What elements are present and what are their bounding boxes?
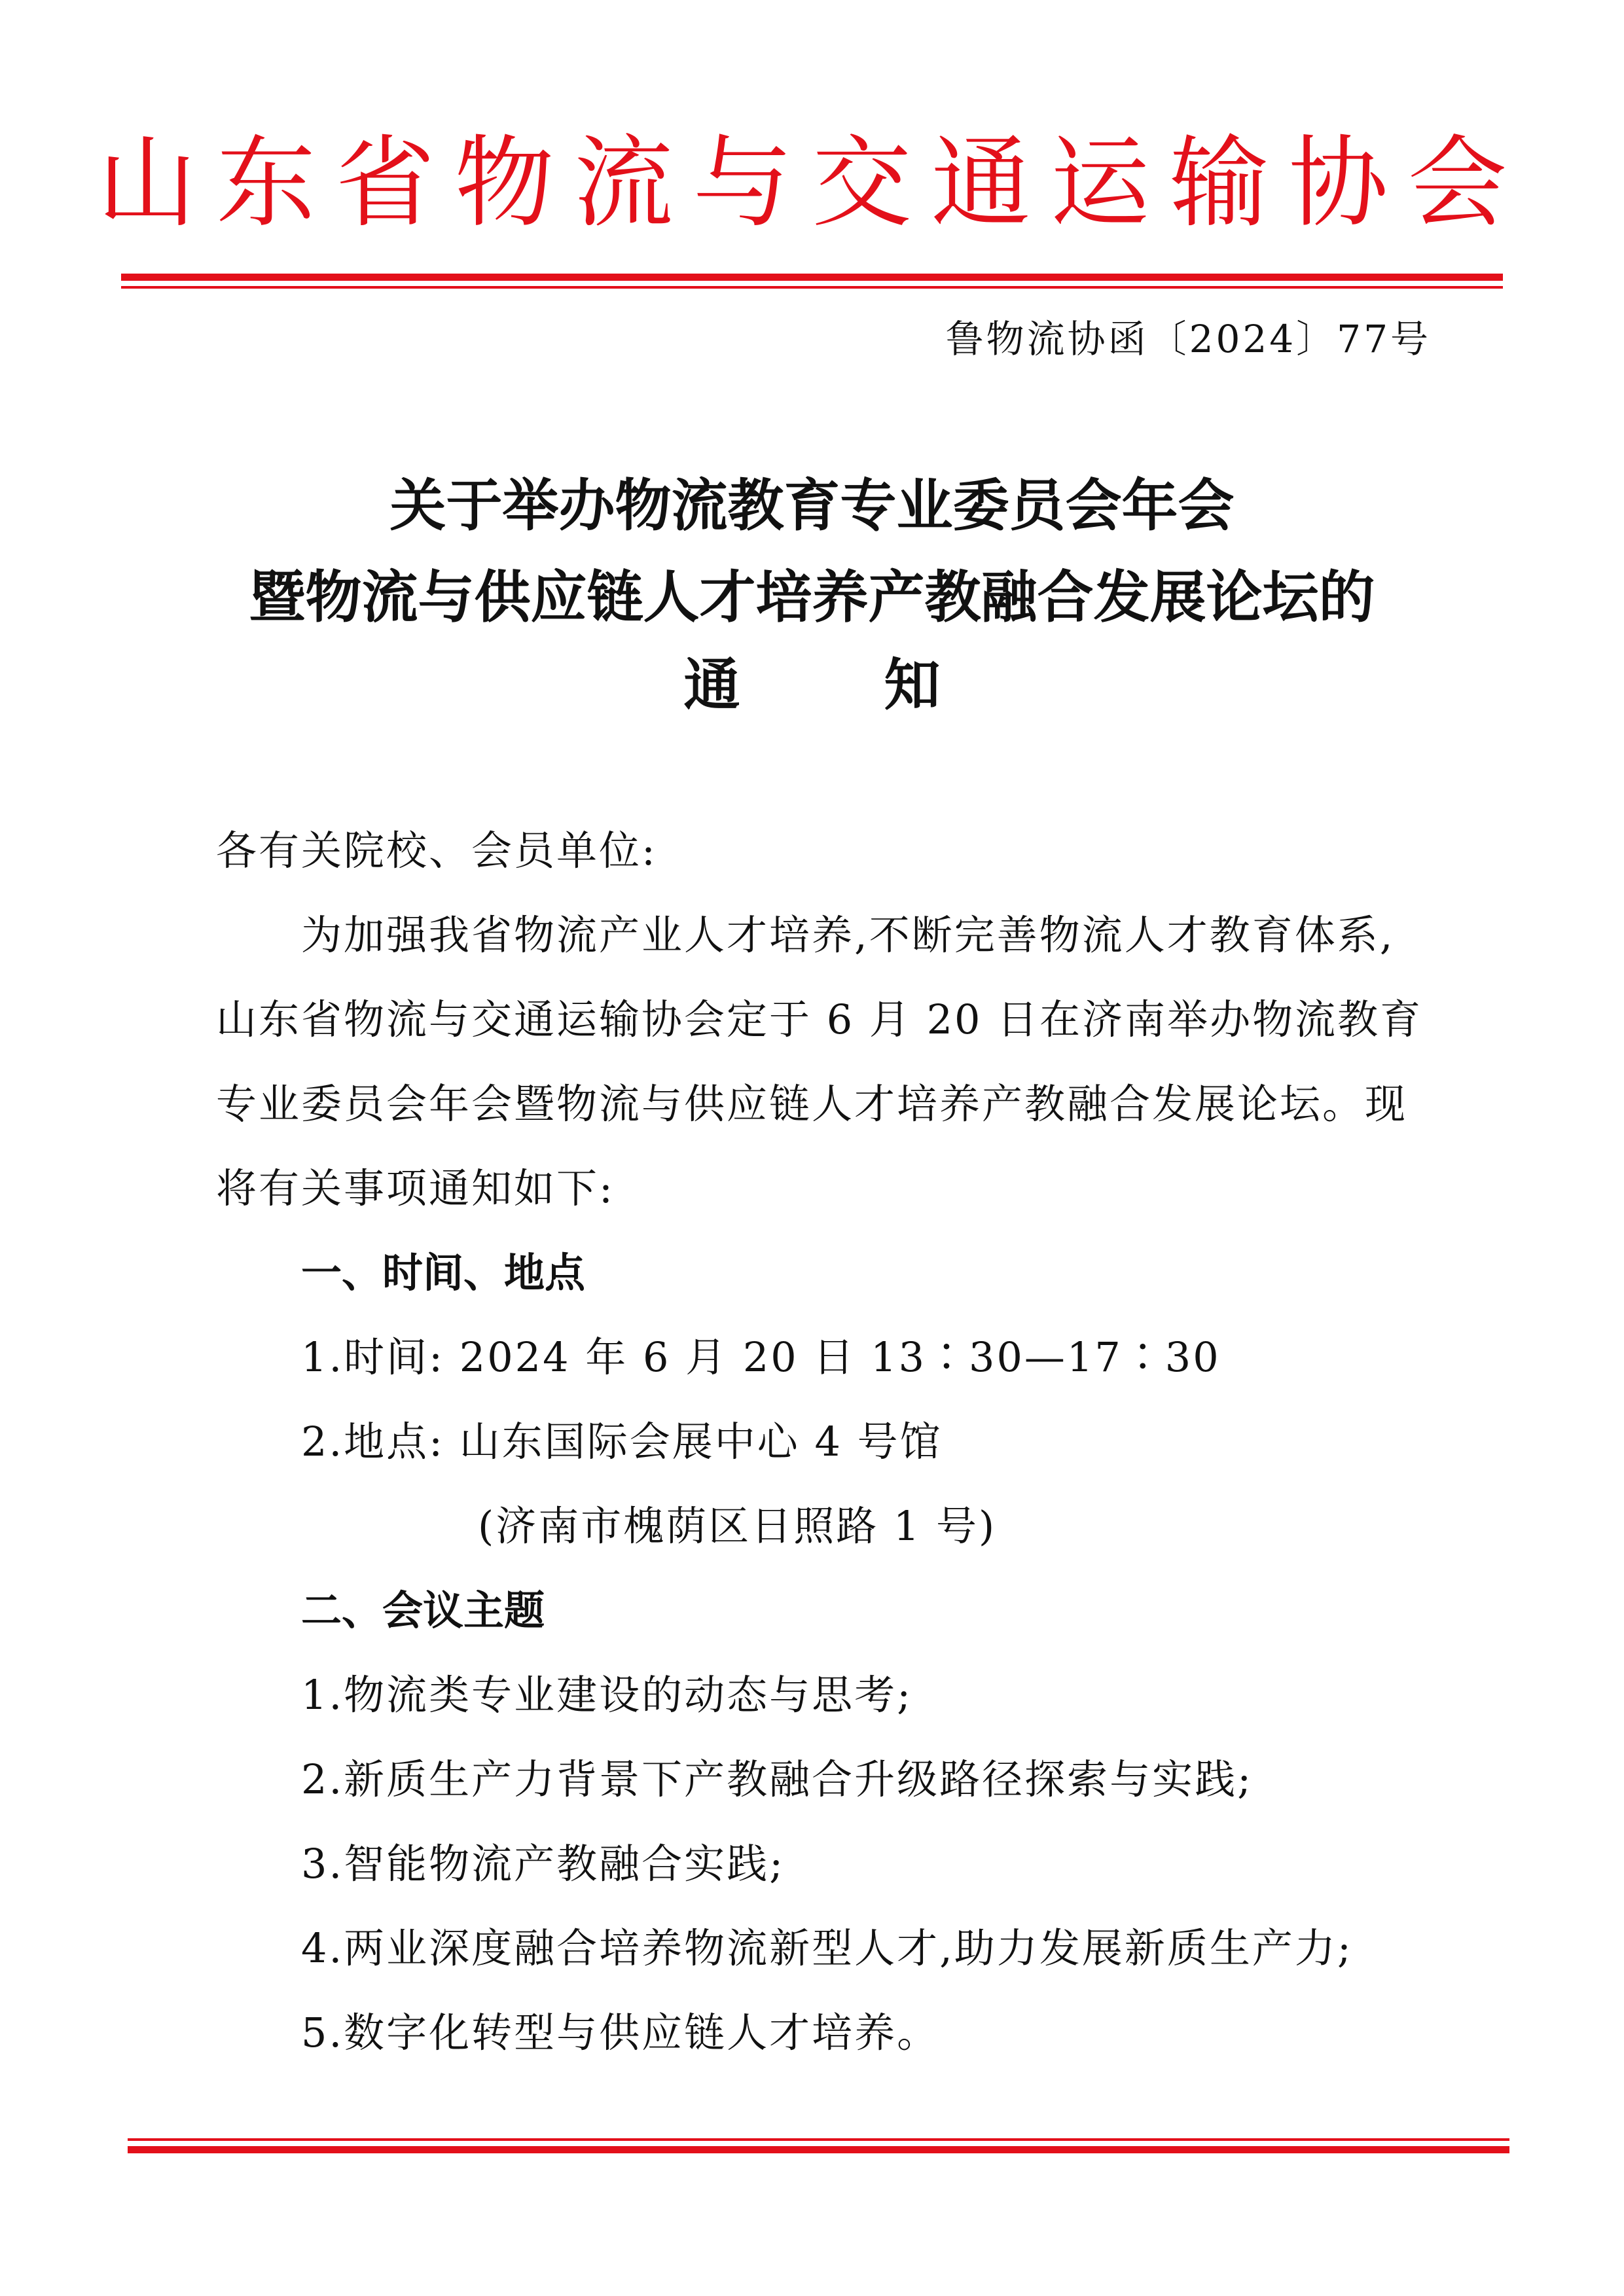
intro-line-1: 为加强我省物流产业人才培养,不断完善物流人才教育体系, (301, 911, 1395, 959)
section2-item: 3.智能物流产教融合实践; (301, 1840, 785, 1888)
section2-item: 2.新质生产力背景下产教融合升级路径探索与实践; (301, 1755, 1254, 1803)
header-divider-thin (121, 286, 1503, 289)
section2-heading: 二、会议主题 (301, 1587, 545, 1634)
header-divider-thick (121, 274, 1503, 281)
title-line-1: 关于举办物流教育专业委员会年会 (389, 473, 1235, 539)
intro-line-2: 山东省物流与交通运输协会定于 6 月 20 日在济南举办物流教育 (216, 996, 1423, 1043)
section2-item: 1.物流类专业建设的动态与思考; (301, 1671, 913, 1719)
section2-item: 5.数字化转型与供应链人才培养。 (301, 2009, 940, 2056)
intro-line-3: 专业委员会年会暨物流与供应链人才培养产教融合发展论坛。现 (216, 1080, 1408, 1128)
section1-item-address: (济南市槐荫区日照路 1 号) (478, 1502, 997, 1550)
section1-heading: 一、时间、地点 (301, 1249, 586, 1297)
footer-divider-thick (128, 2146, 1509, 2153)
title-word-zhi: 知 (884, 652, 941, 718)
section1-item-time: 1.时间: 2024 年 6 月 20 日 13∶30—17∶30 (301, 1333, 1221, 1381)
document-number: 鲁物流协函〔2024〕77号 (945, 317, 1431, 361)
section2-item: 4.两业深度融合培养物流新型人才,助力发展新质生产力; (301, 1924, 1353, 1972)
footer-divider-thin (128, 2138, 1509, 2141)
title-word-tong: 通 (683, 652, 740, 718)
section1-item-location: 2.地点: 山东国际会展中心 4 号馆 (301, 1418, 943, 1465)
title-line-3 (0, 649, 1624, 721)
organization-header: 山东省物流与交通运输协会 (97, 125, 1527, 241)
title-line-2: 暨物流与供应链人才培养产教融合发展论坛的 (249, 564, 1375, 630)
intro-line-4: 将有关事项通知如下: (216, 1164, 615, 1212)
salutation: 各有关院校、会员单位: (216, 827, 657, 874)
